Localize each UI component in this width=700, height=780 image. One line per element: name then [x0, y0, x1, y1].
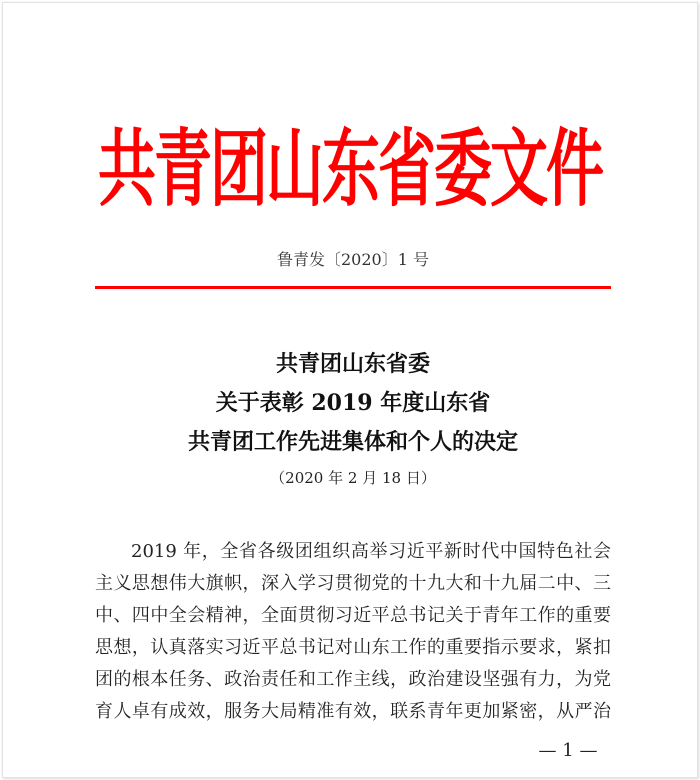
title-line-1: 共青团山东省委 — [275, 351, 430, 377]
body-line: 中、四中全会精神，全面贯彻习近平总书记关于青年工作的重要 — [95, 605, 611, 626]
body-line: 育人卓有成效，服务大局精准有效，联系青年更加紧密，从严治 — [95, 701, 611, 722]
title-line-2: 关于表彰 2019 年度山东省 — [215, 390, 491, 416]
body-line: 团的根本任务、政治责任和工作主线，政治建设坚强有力，为党 — [95, 669, 611, 690]
page-number: — 1 — — [538, 740, 598, 761]
red-divider — [95, 286, 611, 289]
document-page — [2, 2, 698, 778]
body-line: 思想，认真落实习近平总书记对山东工作的重要指示要求，紧扣 — [95, 637, 611, 658]
body-line: 2019 年，全省各级团组织高举习近平新时代中国特色社会 — [131, 541, 611, 562]
title-line-3: 共青团工作先进集体和个人的决定 — [187, 429, 518, 455]
document-number: 鲁青发〔2020〕1 号 — [277, 250, 429, 269]
body-line: 主义思想伟大旗帜，深入学习贯彻党的十九大和十九届二中、三 — [95, 573, 611, 594]
document-masthead: 共青团山东省委文件 — [98, 119, 603, 219]
document-date: （2020 年 2 月 18 日） — [270, 469, 436, 487]
